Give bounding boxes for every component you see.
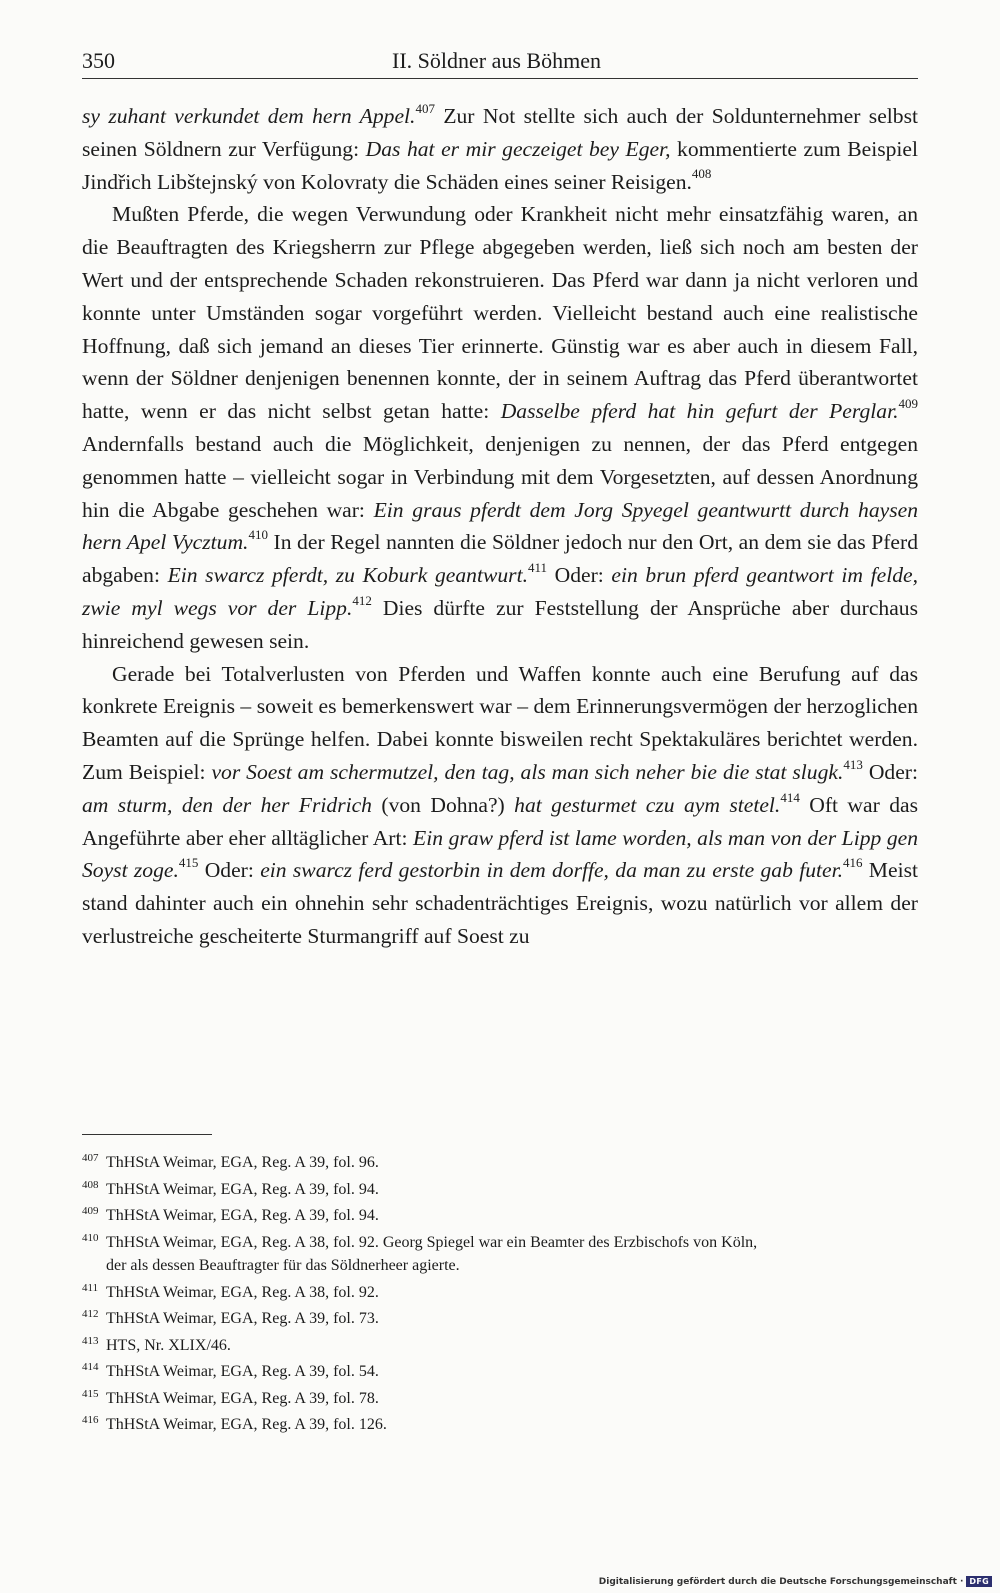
page-number: 350 <box>82 48 115 73</box>
text: Oder: <box>862 759 918 784</box>
footnote-text: ThHStA Weimar, EGA, Reg. A 39, fol. 73. <box>106 1310 379 1327</box>
main-text <box>82 100 918 953</box>
footnote <box>82 1333 918 1360</box>
quote: Ein graus pferdt dem Jorg Spyegel geantwurtt durch haysen hern Apel Vycztum. <box>82 497 918 555</box>
footnote-ref: 414 <box>780 789 800 805</box>
footnote-number: 409 <box>82 1205 99 1217</box>
text: In der Regel nannten die Söldner jedoch nur den Ort, an dem sie das Pferd abgaben: <box>82 530 918 588</box>
footnote-number: 413 <box>82 1334 99 1347</box>
quote: Ein swarcz pferdt, zu Koburk geantwurt. <box>167 563 528 588</box>
footnote-ref: 412 <box>352 592 372 608</box>
footnotes <box>82 1150 918 1439</box>
quote: hat gesturmet czu aym stetel. <box>514 792 781 817</box>
footnote-divider <box>82 1134 212 1135</box>
quote: Dasselbe pferd hat hin gefurt der Perglar. <box>500 399 899 424</box>
footnote-number: 408 <box>82 1178 99 1191</box>
digitization-footer <box>599 1576 992 1587</box>
quote: sy zuhant verkundet dem hern Appel. <box>82 104 416 128</box>
footnote-text: ThHStA Weimar, EGA, Reg. A 38, fol. 92. <box>106 1283 379 1301</box>
text: Meist stand dahinter auch ein ohnehin sehr schadenträchtiges Ereignis, wozu natürlich vor allem der verlustreiche gescheiterte Sturmangriff auf Soest zu <box>82 858 918 948</box>
footnote-number: 407 <box>82 1152 99 1164</box>
quote: vor Soest am schermutzel, den tag, als man sich neher bie die stat slugk. <box>211 759 844 784</box>
quote: am sturm, den der her Fridrich <box>82 792 372 817</box>
footnote-ref: 410 <box>248 527 268 543</box>
footnote <box>82 1177 918 1204</box>
footnote-number: 410 <box>82 1231 99 1244</box>
quote: ein brun pferd geantwort im felde, zwie myl wegs vor der Lipp. <box>82 563 918 620</box>
footnote <box>82 1359 918 1386</box>
dfg-logo: DFG <box>966 1576 992 1587</box>
footnote-text: HTS, Nr. XLIX/46. <box>106 1336 231 1354</box>
footnote <box>82 1306 918 1333</box>
footnote <box>82 1280 918 1307</box>
footnote <box>82 1412 918 1439</box>
quote: Ein graw pferd ist lame worden, als man von der Lipp gen Soyst zoge. <box>82 825 918 883</box>
footnote-text: ThHStA Weimar, EGA, Reg. A 39, fol. 78. <box>106 1389 379 1407</box>
footnote-ref: 411 <box>527 560 547 576</box>
footnote <box>82 1386 918 1413</box>
footnote <box>82 1230 918 1257</box>
footnote-number: 411 <box>82 1281 99 1294</box>
footnote-text: ThHStA Weimar, EGA, Reg. A 39, fol. 54. <box>106 1363 379 1380</box>
footnote-ref: 408 <box>691 166 712 182</box>
footnote-text: ThHStA Weimar, EGA, Reg. A 38, fol. 92. Georg Spiegel war ein Beamter des Erzbischofs von Köln, <box>106 1233 758 1251</box>
running-title: II. Söldner aus Böhmen <box>392 48 601 73</box>
footnote-text: ThHStA Weimar, EGA, Reg. A 39, fol. 96. <box>106 1154 379 1171</box>
footnote-number: 415 <box>82 1387 99 1400</box>
text: kommentierte zum Beispiel Jindřich Libštejnský von Kolovraty die Schäden eines seiner Reisigen. <box>82 136 918 194</box>
text: Oft war das Angeführte aber eher alltäglicher Art: <box>82 792 918 850</box>
text: Dies dürfte zur Feststellung der Ansprüche aber durchaus hinreichend gewesen sein. <box>82 595 918 653</box>
footnote <box>82 1150 918 1177</box>
footnote-text: ThHStA Weimar, EGA, Reg. A 39, fol. 94. <box>106 1180 379 1198</box>
footnote-number: 414 <box>82 1361 99 1373</box>
text: (von Dohna?) <box>371 792 515 817</box>
footnote-number: 412 <box>82 1308 99 1320</box>
text: Gerade bei Totalverlusten von Pferden und Waffen konnte auch eine Berufung auf das konkrete Ereignis – soweit es bemerkenswert war – dem Erinnerungsvermögen der herzoglichen Beamten auf die Sprünge helfen. Dabei konnte bisweilen recht Spektakuläres berichtet werden. Zum Beispiel: <box>82 661 918 784</box>
footnote-text: ThHStA Weimar, EGA, Reg. A 39, fol. 94. <box>106 1207 379 1224</box>
footnote-continuation: der als dessen Beauftragter für das Söldnerheer agierte. <box>106 1257 460 1274</box>
paragraph-1 <box>82 100 918 198</box>
quote: Das hat er mir geczeiget bey Eger, <box>365 136 671 161</box>
text: Mußten Pferde, die wegen Verwundung oder Krankheit nicht mehr einsatzfähig waren, an die Beauftragten des Kriegsherrn zur Pflege abgegeben werden, ließ sich noch am besten der Wert und der entsprechende Schaden rekonstruieren. Das Pferd war dann ja nicht verloren und konnte unter Umständen sogar vorgeführt werden. Vielleicht bestand auch eine realistische Hoffnung, daß sich jemand an dieses Tier erinnerte. Günstig war es aber auch in diesem Fall, wenn der Söldner denjenigen benennen konnte, der in seinem Auftrag das Pferd überantwortet hatte, wenn er das nicht selbst getan hatte: <box>82 202 918 424</box>
paragraph-2 <box>82 198 918 657</box>
footnote <box>82 1203 918 1230</box>
footnote-text: ThHStA Weimar, EGA, Reg. A 39, fol. 126. <box>106 1416 387 1433</box>
footnote-ref: 416 <box>842 855 863 871</box>
page-header <box>82 44 918 79</box>
footnote-ref: 415 <box>178 855 199 871</box>
digitization-credit: Digitalisierung gefördert durch die Deutsche Forschungsgemeinschaft · <box>598 1576 964 1587</box>
text: Andernfalls bestand auch die Möglichkeit, denjenigen zu nennen, der das Pferd entgegen genommen hatte – vielleicht sogar in Verbindung mit dem Vorgesetzten, auf dessen Anordnung hin die Abgabe geschehen war: <box>82 431 918 522</box>
footnote-ref: 409 <box>898 396 918 412</box>
paragraph-3 <box>82 658 918 953</box>
text: Oder: <box>547 563 612 588</box>
footnote-ref: 413 <box>843 756 863 772</box>
footnote-ref: 407 <box>415 100 435 116</box>
text: Oder: <box>198 858 261 883</box>
footnote-number: 416 <box>82 1414 99 1426</box>
quote: ein swarcz ferd gestorbin in dem dorffe, da man zu erste gab futer. <box>260 858 843 883</box>
text: Zur Not stellte sich auch der Soldunternehmer selbst seinen Söldnern zur Verfügung: <box>82 104 918 161</box>
